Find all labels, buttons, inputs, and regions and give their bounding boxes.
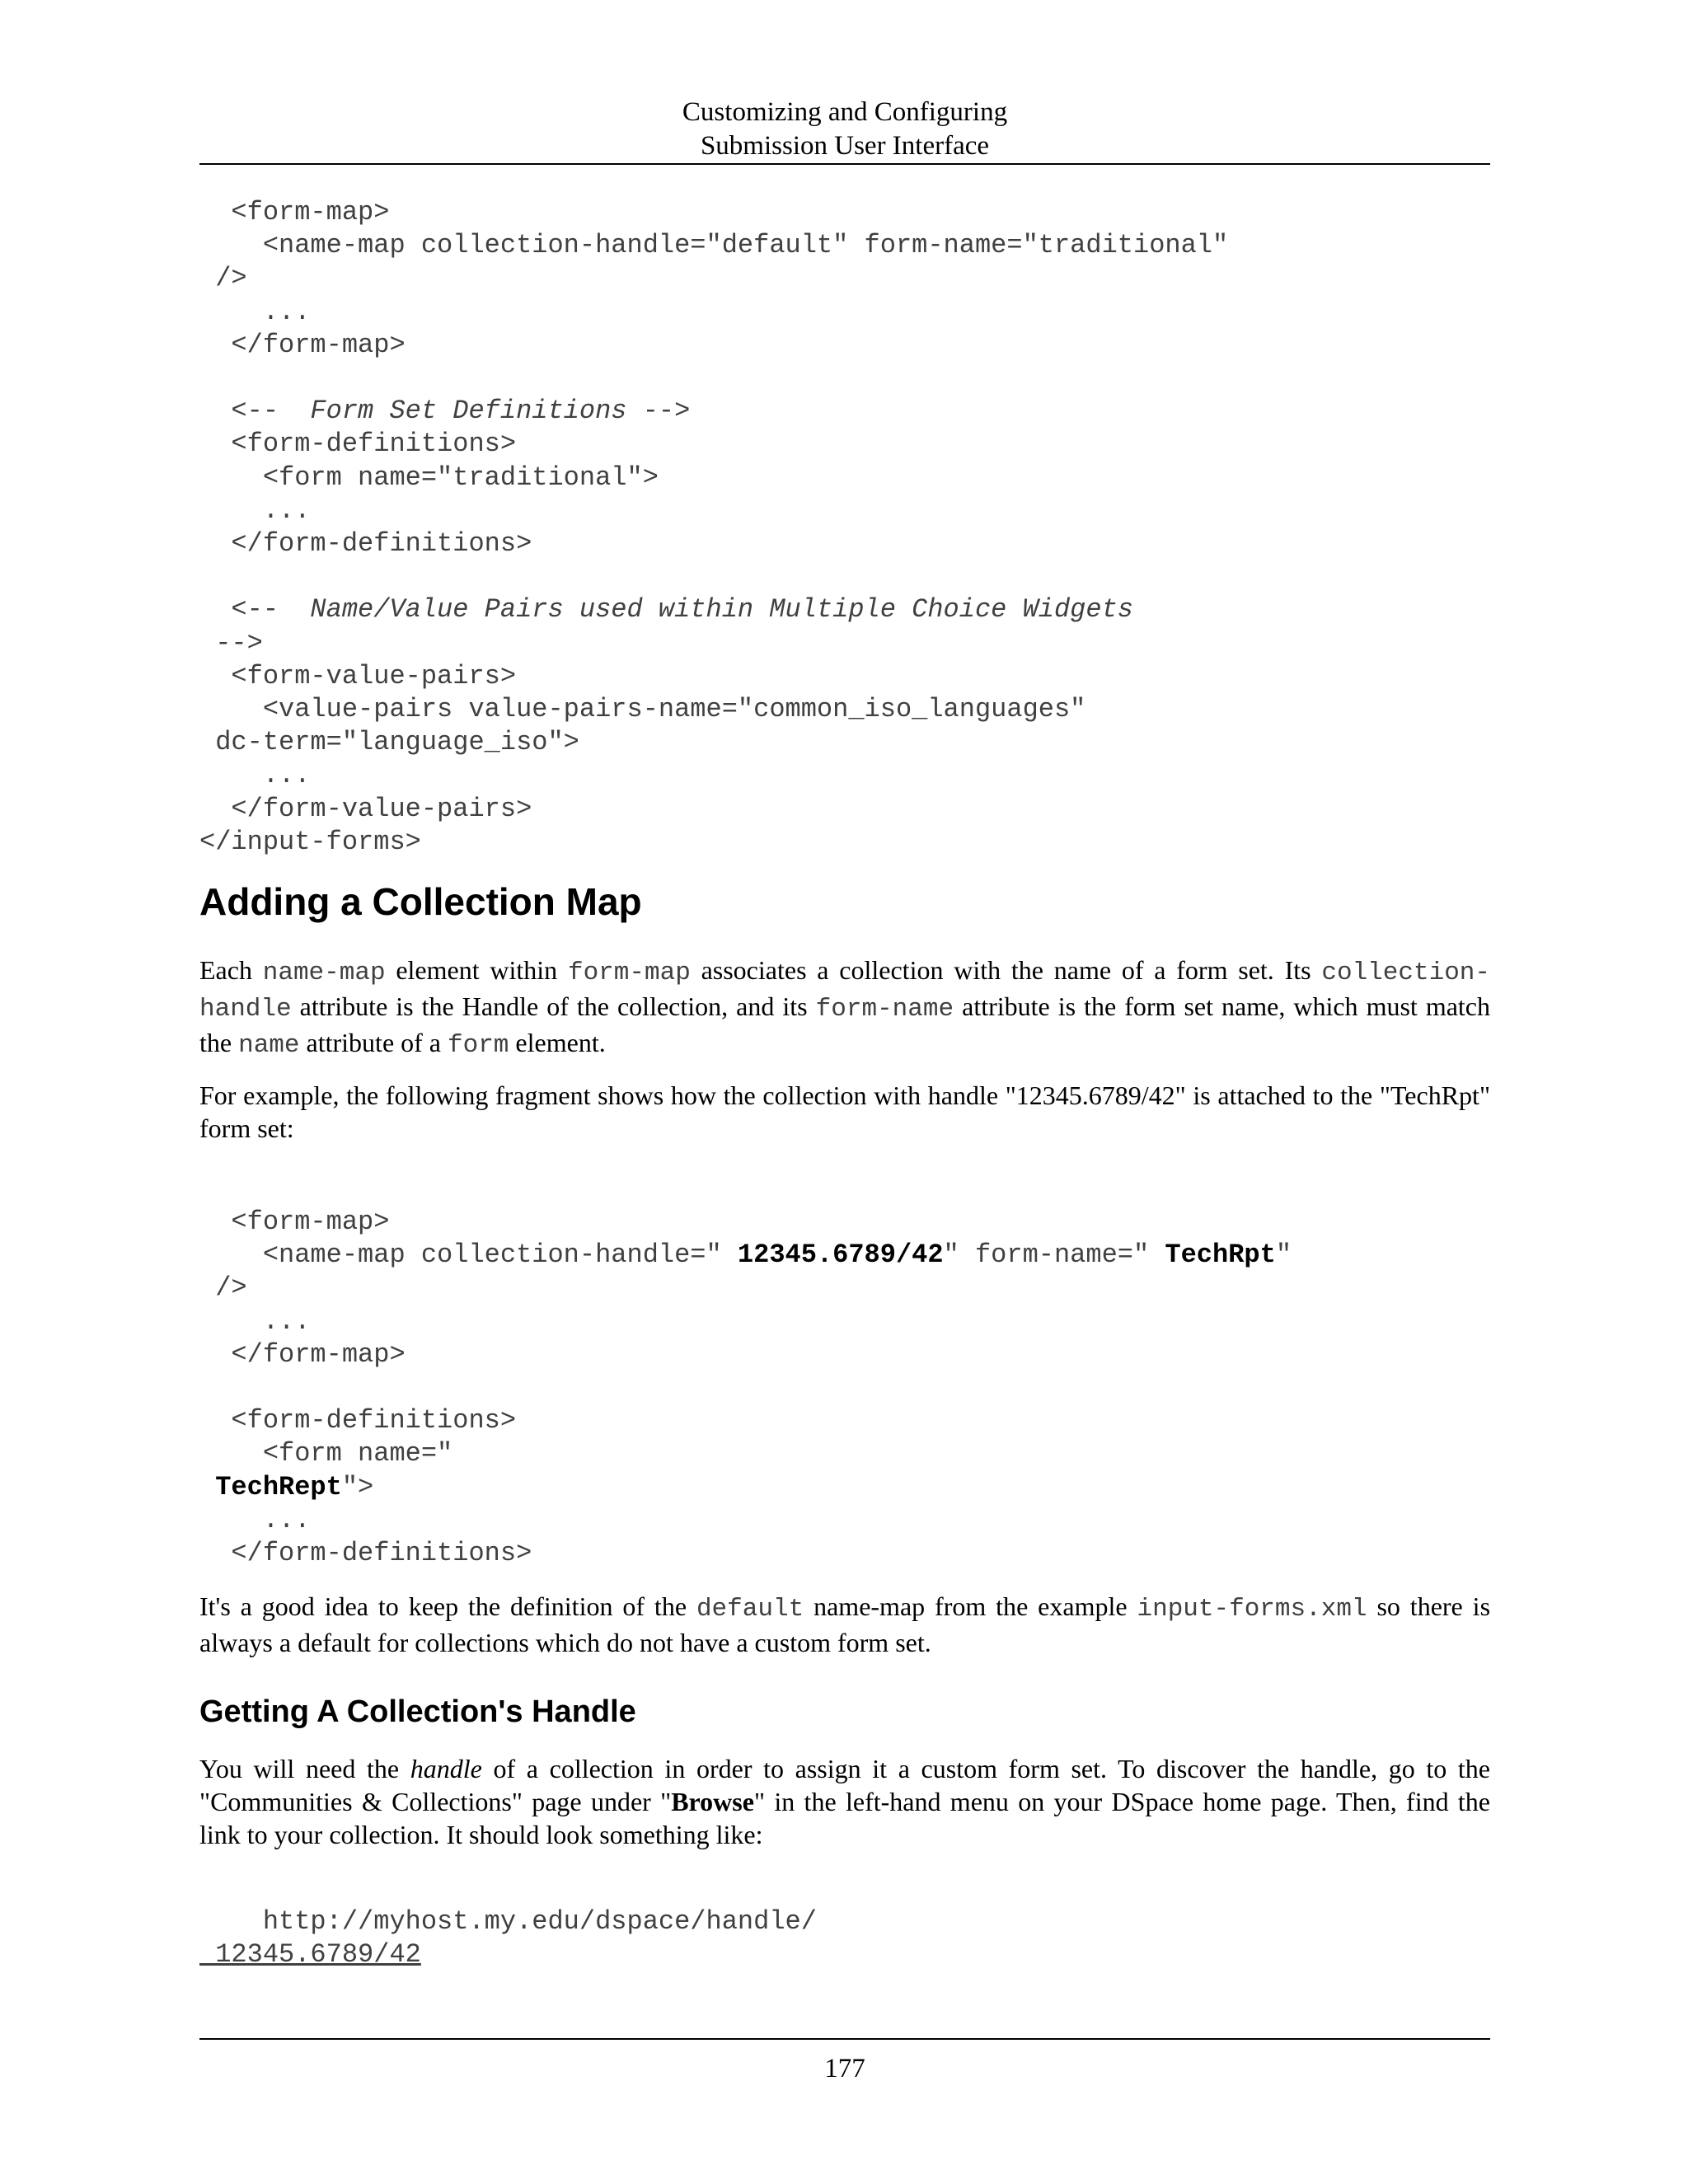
code-line: " — [1275, 1240, 1292, 1271]
code-comment: Name/Value Pairs used within Multiple Choice Widgets — [310, 594, 1133, 626]
code-line: /> — [199, 1272, 247, 1304]
code-line: <-- — [199, 396, 311, 427]
code-line: ... — [199, 760, 311, 791]
code-block-techrpt — [199, 1206, 1292, 1570]
code-line: " form-name=" — [943, 1240, 1165, 1271]
inline-code: form — [448, 1031, 509, 1060]
code-line: <form name="traditional"> — [199, 462, 659, 493]
paragraph-example: For example, the following fragment shows how the collection with handle "12345.6789/42" is attached to the "TechRpt" form set: — [199, 1080, 1490, 1143]
code-emphasis: TechRept — [215, 1471, 342, 1502]
code-line: --> — [626, 396, 691, 427]
inline-code: input-forms.xml — [1137, 1595, 1367, 1624]
inline-code: collection-handle — [199, 958, 1491, 1024]
code-line: </input-forms> — [199, 826, 421, 857]
code-line: http://myhost.my.edu/dspace/handle/ — [199, 1906, 817, 1937]
code-line: </form-definitions> — [199, 528, 532, 560]
code-line: <form name=" — [199, 1438, 453, 1469]
subsection-title: Getting A Collection's Handle — [199, 1694, 636, 1729]
paragraph-collection-handle: You will need the handle of a collection in order to assign it a custom form set. To discover the handle, go to the "Communities & Collections" page under "Browse" in the left-hand menu on your DSpace home page. Then, find the link to your collection. It should look something like: — [199, 1754, 1491, 1849]
inline-code: default — [696, 1595, 804, 1624]
code-emphasis: 12345.6789/42 — [737, 1240, 944, 1271]
inline-code: name-map — [262, 958, 386, 987]
code-line: <form-map> — [199, 1207, 390, 1237]
code-line: <name-map collection-handle=" — [199, 1240, 738, 1271]
code-line: <form-map> — [199, 197, 390, 227]
page-number: 177 — [824, 2054, 865, 2083]
code-line: ... — [199, 296, 311, 327]
code-line: "> — [341, 1471, 374, 1502]
code-line: ... — [199, 494, 311, 526]
page-header — [199, 96, 1490, 163]
code-block-url — [199, 1905, 817, 1971]
header-title-line2: Submission User Interface — [700, 131, 990, 161]
inline-code: form-name — [815, 995, 954, 1024]
code-line: <form-definitions> — [199, 1405, 517, 1436]
code-line: --> — [199, 627, 263, 658]
paragraph-name-map: Each name-map element within form-map associates a collection with the name of a form set. Its collection-handle attribute is the Handle of the collection, and its form-name attribute is the form set name, which must match the name attribute of a form element. — [199, 955, 1491, 1060]
code-line: dc-term="language_iso"> — [199, 727, 579, 758]
footer-rule — [199, 2038, 1490, 2040]
code-line: </form-map> — [199, 329, 406, 360]
code-line: <form-value-pairs> — [199, 660, 517, 691]
code-line: </form-value-pairs> — [199, 793, 532, 824]
header-title-line1: Customizing and Configuring — [682, 97, 1008, 127]
code-line: <-- — [199, 594, 311, 626]
code-line: </form-definitions> — [199, 1538, 532, 1569]
code-block-input-forms — [199, 196, 1228, 859]
inline-code: name — [238, 1031, 300, 1060]
code-emphasis: TechRpt — [1165, 1240, 1276, 1271]
code-line: ... — [199, 1504, 311, 1535]
section-title: Adding a Collection Map — [199, 880, 642, 923]
code-line: <form-definitions> — [199, 429, 517, 460]
code-line: <name-map collection-handle="default" form-name="traditional" — [199, 230, 1229, 261]
strong-text: Browse — [671, 1787, 754, 1816]
emphasis: handle — [410, 1754, 482, 1783]
code-line: ... — [199, 1305, 311, 1337]
paragraph-default-name-map: It's a good idea to keep the definition of the default name-map from the example input-forms.xml so there is always a default for collections which do not have a custom form set. — [199, 1591, 1491, 1657]
code-line — [199, 1472, 215, 1502]
code-line: </form-map> — [199, 1338, 406, 1370]
inline-code: form-map — [567, 958, 691, 987]
code-comment: Form Set Definitions — [310, 396, 627, 427]
header-rule — [199, 163, 1490, 165]
handle-link[interactable]: 12345.6789/42 — [199, 1939, 421, 1971]
code-line: /> — [199, 263, 247, 294]
code-line: <value-pairs value-pairs-name="common_iso_languages" — [199, 694, 1086, 725]
